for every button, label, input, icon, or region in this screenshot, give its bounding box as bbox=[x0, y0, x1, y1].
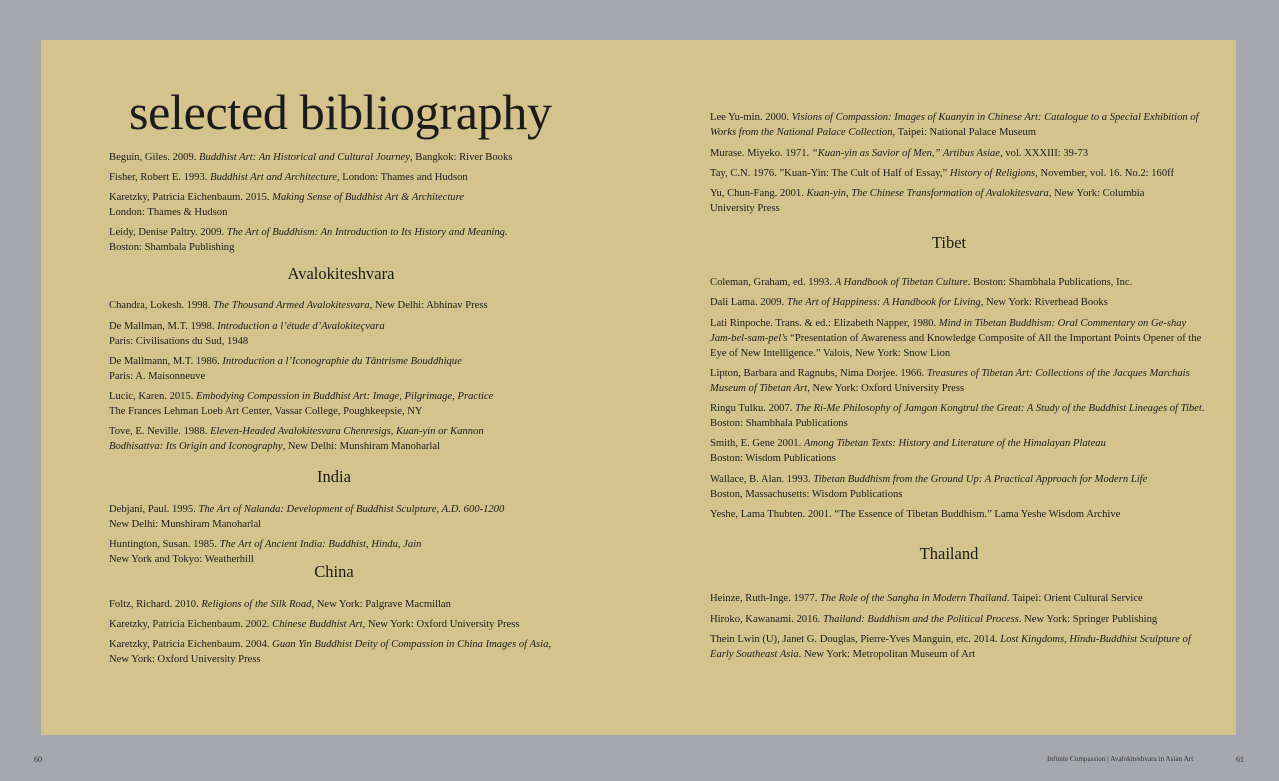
bib-entry: Lee Yu-min. 2000. Visions of Compassion: Images of Kuanyin in Chinese Art: Catalogue to a Special Exhibition of Works from the National Palace Collection, Taipei: National Palace Museum bbox=[710, 112, 1199, 139]
bib-entry: Debjani, Paul. 1995. The Art of Nalanda: Development of Buddhist Sculpture, A.D. 600-1200 New Delhi: Munshiram Manoharlal bbox=[109, 504, 505, 531]
bib-entry: Karetzky, Patricia Eichenbaum. 2015. Making Sense of Buddhist Art & Architecture London: Thames & Hudson bbox=[109, 192, 465, 219]
section-heading-china: China bbox=[314, 562, 354, 581]
bib-entry: Foltz, Richard. 2010. Religions of the Silk Road, New York: Palgrave Macmillan bbox=[109, 599, 451, 610]
bib-entry: Karetzky, Patricia Eichenbaum. 2004. Guan Yin Buddhist Deity of Compassion in China Images of Asia, New York: Oxford University Press bbox=[109, 639, 552, 666]
page-number-left: 60 bbox=[34, 755, 42, 764]
bib-entry: Tay, C.N. 1976. ”Kuan-Yin: The Cult of Half of Essay,” History of Religions, November, vol. 16. No.2: 160ff bbox=[710, 168, 1175, 179]
bib-entry: Heinze, Ruth-Inge. 1977. The Role of the Sangha in Modern Thailand. Taipei: Orient Cultural Service bbox=[710, 593, 1143, 604]
bib-entry: Wallace, B. Alan. 1993. Tibetan Buddhism from the Ground Up: A Practical Approach for Modern Life Boston, Massachusetts: Wisdom Publications bbox=[710, 474, 1148, 501]
bib-entry: Yeshe, Lama Thubten. 2001. “The Essence of Tibetan Buddhism.” Lama Yeshe Wisdom Archive bbox=[710, 509, 1121, 520]
running-head: Infinite Compassion | Avalokiteshvara in Asian Art bbox=[1047, 755, 1194, 763]
bib-entry: Huntington, Susan. 1985. The Art of Ancient India: Buddhist, Hindu, Jain New York and Tokyo: Weatherhill bbox=[109, 539, 422, 566]
section-heading-tibet: Tibet bbox=[931, 233, 967, 252]
bib-entry: Hiroko, Kawanami. 2016. Thailand: Buddhism and the Political Process. New York: Springer Publishing bbox=[710, 614, 1158, 625]
bib-entry: Murase. Miyeko. 1971. “Kuan-yin as Savior of Men,” Artibus Asiae, vol. XXXIII: 39-73 bbox=[710, 148, 1089, 159]
bib-entry: De Mallman, M.T. 1998. Introduction a l’étude d’Avalokiteçvara Paris: Civilisations du Sud, 1948 bbox=[109, 321, 385, 348]
bib-entry: De Mallmann, M.T. 1986. Introduction a l’Iconographie du Tântrisme Bouddhique Paris: A. Maisonneuve bbox=[109, 356, 462, 383]
bib-entry: Beguin, Giles. 2009. Buddhist Art: An Historical and Cultural Journey, Bangkok: River Books bbox=[109, 152, 513, 163]
bib-entry: Ringu Tulku. 2007. The Ri-Me Philosophy of Jamgon Kongtrul the Great: A Study of the Buddhist Lineages of Tibet. Boston: Shambhala Publications bbox=[710, 403, 1205, 430]
bib-entry: Tove, E. Neville. 1988. Eleven-Headed Avalokitesvara Chenresigs, Kuan-yin or Kannon Bodhisattva: Its Origin and Iconography, New Delhi: Munshiram Manoharlal bbox=[109, 426, 484, 453]
bib-entry: Lucic, Karen. 2015. Embodying Compassion in Buddhist Art: Image, Pilgrimage, Practice The Frances Lehman Loeb Art Center, Vassar College, Poughkeepsie, NY bbox=[109, 391, 494, 418]
section-heading-avalokiteshvara: Avalokiteshvara bbox=[287, 264, 395, 283]
bib-entry: Smith, E. Gene 2001. Among Tibetan Texts: History and Literature of the Himalayan Plateau Boston: Wisdom Publications bbox=[710, 438, 1106, 465]
page-title: selected bibliography bbox=[129, 84, 552, 140]
bib-entry: Coleman, Graham, ed. 1993. A Handbook of Tibetan Culture. Boston: Shambhala Publications, Inc. bbox=[710, 277, 1133, 288]
page-number-right: 61 bbox=[1236, 755, 1244, 764]
book-spread bbox=[41, 40, 1236, 735]
bib-entry: Lipton, Barbara and Ragnubs, Nima Dorjee. 1966. Treasures of Tibetan Art: Collections of the Jacques Marchais Museum of Tibetan Art, New York: Oxford University Press bbox=[710, 368, 1190, 395]
bib-entry: Yu, Chun-Fang. 2001. Kuan-yin, The Chinese Transformation of Avalokitesvara, New York: Columbia University Press bbox=[710, 188, 1145, 215]
bib-entry: Karetzky, Patricia Eichenbaum. 2002. Chinese Buddhist Art, New York: Oxford University Press bbox=[109, 619, 520, 630]
section-heading-india: India bbox=[317, 467, 351, 486]
section-heading-thailand: Thailand bbox=[919, 544, 979, 563]
bib-entry: Lati Rinpoche. Trans. & ed.: Elizabeth Napper, 1980. Mind in Tibetan Buddhism: Oral Commentary on Ge-shay Jam-bel-sam-pel’s “Presentation of Awareness and Knowledge Composite of All the Important Points Opener of the Eye of New Intelligence.” Valois, New York: Snow Lion bbox=[710, 318, 1202, 360]
bib-entry: Fisher, Robert E. 1993. Buddhist Art and Architecture, London: Thames and Hudson bbox=[109, 172, 468, 183]
bib-entry: Dali Lama. 2009. The Art of Happiness: A Handbook for Living, New York: Riverhead Books bbox=[710, 297, 1108, 308]
bib-entry: Leidy, Denise Paltry. 2009. The Art of Buddhism: An Introduction to Its History and Meaning. Boston: Shambala Publishing bbox=[109, 227, 508, 254]
bib-entry: Thein Lwin (U), Janet G. Douglas, Pierre-Yves Manguin, etc. 2014. Lost Kingdoms, Hindu-Buddhist Sculpture of Early Southeast Asia. New York: Metropolitan Museum of Art bbox=[710, 634, 1191, 661]
bib-entry: Chandra, Lokesh. 1998. The Thousand Armed Avalokitesvara, New Delhi: Abhinav Press bbox=[109, 300, 488, 311]
